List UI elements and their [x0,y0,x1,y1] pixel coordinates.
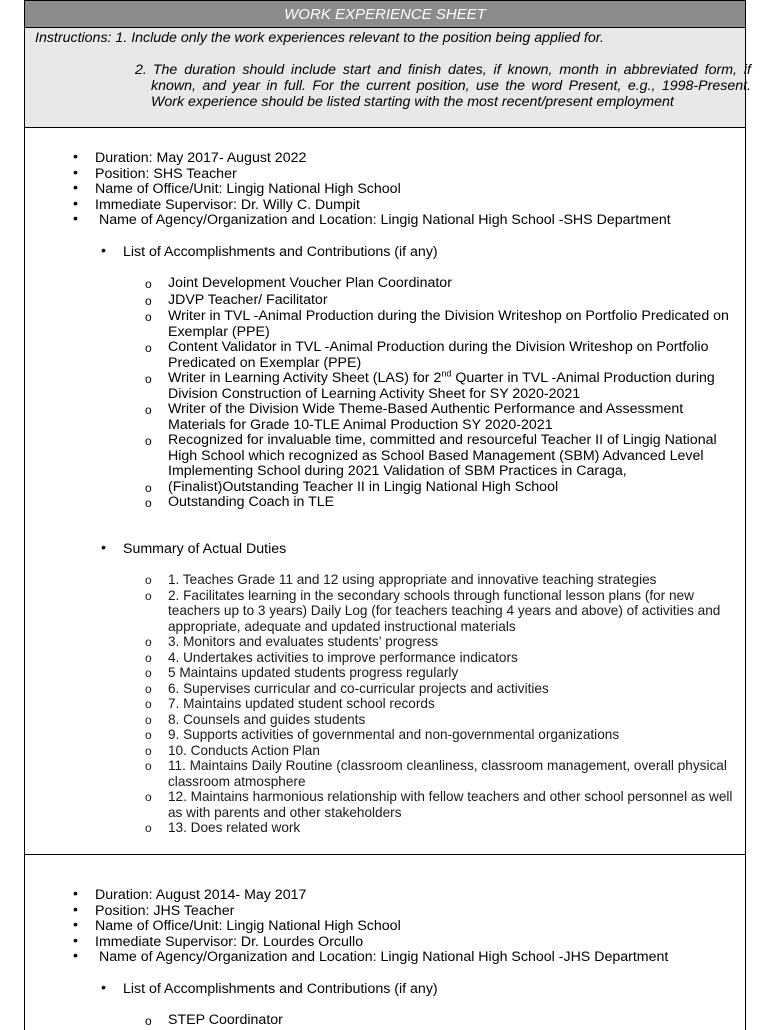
list-item: o 6. Supervises curricular and co-curricular projects and activities [145,680,549,696]
bullet-icon: • [73,948,78,964]
instruction-2-number: 2. [135,62,147,78]
section-divider [25,854,745,855]
office-field: • Name of Office/Unit: Lingig National High School [73,180,401,197]
office-field: • Name of Office/Unit: Lingig National High School [73,917,401,934]
duration-field: • Duration: August 2014- May 2017 [73,886,307,903]
experience-2 [25,888,745,1029]
list-item: o 10. Conducts Action Plan [145,742,320,758]
list-item: o 9. Supports activities of governmental and non-governmental organizations [145,727,620,742]
list-item: o Recognized for invaluable time, committed and resourceful Teacher II of Lingig National High School which recognized as School Based Management (SBM) Advanced Level Implementing School during 2021 Validation of SBM Practices in Caraga, [145,432,717,479]
work-experience-sheet [24,0,751,1030]
experience-1-fields [25,151,745,229]
position-field: • Position: SHS Teacher [73,164,237,182]
list-item: o 12. Maintains harmonious relationship with fellow teachers and other school personnel as well as with parents and other stakeholders [145,789,733,820]
accomplishments-heading: • List of Accomplishments and Contributions (if any) [101,979,438,997]
instruction-1: Instructions: 1. Include only the work experiences relevant to the position being applied for. [35,30,604,46]
bullet-icon: • [73,164,78,181]
bullet-icon: • [101,242,106,259]
list-item: o 4. Undertakes activities to improve performance indicators [145,649,518,665]
bullet-icon: • [73,195,78,212]
list-item: o STEP Coordinator [145,1012,283,1028]
accomplishments-list [25,1013,745,1029]
list-item: o 7. Maintains updated student school records [145,696,435,711]
position-field: • Position: JHS Teacher [73,901,235,919]
duties-heading: • Summary of Actual Duties [101,539,287,557]
accomplishments-list [25,276,745,511]
sheet-title: WORK EXPERIENCE SHEET [25,0,745,28]
list-item: o 1. Teaches Grade 11 and 12 using appropriate and innovative teaching strategies [145,572,657,587]
bullet-icon: • [73,149,78,165]
list-item: o 13. Does related work [145,820,301,835]
list-item: o 3. Monitors and evaluates students' progress [145,634,439,649]
bullet-icon: • [101,979,106,996]
bullet-icon: • [73,211,78,227]
duties-list [25,572,745,836]
list-item: o 11. Maintains Daily Routine (classroom cleanliness, classroom management, overall physical classroom atmosphere [145,758,727,789]
instruction-2 [135,62,751,110]
bullet-icon: • [73,180,78,196]
list-item: o 2. Facilitates learning in the secondary schools through functional lesson plans (for new teachers up to 3 years) Daily Log (for teachers teaching 4 years and above) of activities and appropriate, adequate and updated instructional materials [145,587,721,634]
experience-1 [25,151,745,836]
bullet-icon: • [73,886,78,902]
list-item: o Writer in Learning Activity Sheet (LAS) for 2nd Quarter in TVL -Animal Production during Division Construction of Learning Activity Sheet for SY 2020-2021 [145,368,715,402]
list-item: o Joint Development Voucher Plan Coordinator [145,275,452,291]
bullet-icon: • [73,917,78,933]
list-item: o JDVP Teacher/ Facilitator [145,291,328,308]
list-item: o Writer in TVL -Animal Production during the Division Writeshop on Portfolio Predicated on Exemplar (PPE) [145,308,729,340]
supervisor-field: • Immediate Supervisor: Dr. Willy C. Dumpit [73,195,360,213]
list-item: o Content Validator in TVL -Animal Production during the Division Writeshop on Portfolio Predicated on Exemplar (PPE) [145,339,709,371]
instruction-2-text: The duration should include start and finish dates, if known, month in abbreviated form, if known, and year in full. For the current position, use the word Present, e.g., 1998-Present. Work experience should be listed starting with the most recent/present employment [151,62,751,110]
agency-field: • Name of Agency/Organization and Location: Lingig National High School -SHS Department [73,211,671,228]
experience-2-fields [25,888,745,966]
duration-field: • Duration: May 2017- August 2022 [73,149,307,166]
supervisor-field: • Immediate Supervisor: Dr. Lourdes Orcullo [73,932,364,950]
instructions-box [25,28,751,128]
bullet-icon: • [101,539,106,556]
list-item: o 8. Counsels and guides students [145,711,366,727]
list-item: o (Finalist)Outstanding Teacher II in Lingig National High School [145,478,559,495]
bullet-icon: • [73,901,78,918]
accomplishments-heading: • List of Accomplishments and Contributions (if any) [101,242,438,260]
list-item: o 5 Maintains updated students progress regularly [145,665,459,680]
list-item: o Outstanding Coach in TLE [145,494,335,510]
agency-field: • Name of Agency/Organization and Location: Lingig National High School -JHS Department [73,948,669,965]
bullet-icon: • [73,932,78,949]
list-item: o Writer of the Division Wide Theme-Based Authentic Performance and Assessment Materials for Grade 10-TLE Animal Production SY 2020-2021 [145,401,684,433]
